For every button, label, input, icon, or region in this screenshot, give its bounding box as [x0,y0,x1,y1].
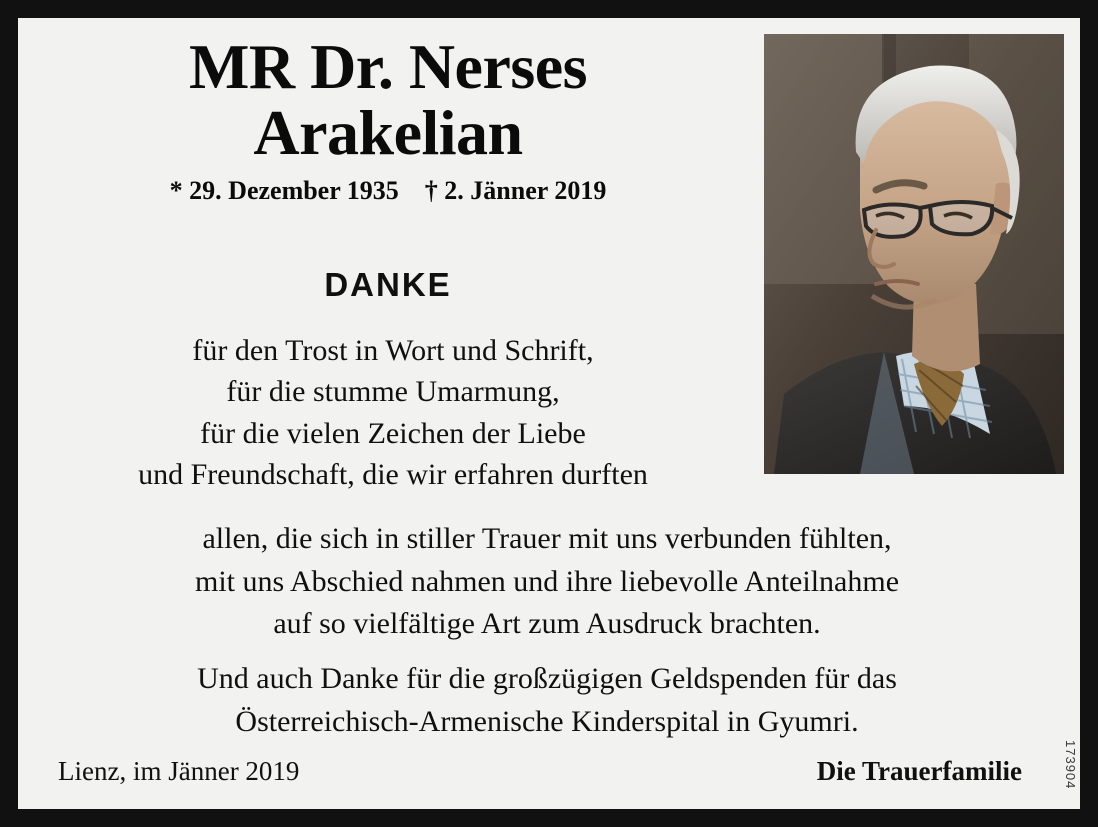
donations-paragraph [42,658,1052,743]
verse-line: für den Trost in Wort und Schrift, [192,334,594,367]
paragraph-line: allen, die sich in stiller Trauer mit uns verbunden fühlten, [202,522,892,555]
portrait-photo [764,34,1064,474]
place-and-date: Lienz, im Jänner 2019 [58,756,300,786]
signature: Die Trauerfamilie [816,756,1022,786]
reference-code: 173904 [1063,739,1078,789]
portrait-image [764,34,1064,474]
deceased-name-line2: Arakelian [253,96,523,168]
paragraph-line: Und auch Danke für die großzügigen Geldspenden für das [197,662,897,695]
headline-block [38,31,738,206]
footer [58,756,1040,787]
deceased-name-line1: MR Dr. Nerses [188,31,588,102]
notice-inner [18,18,1080,809]
paragraph-line: auf so vielfältige Art zum Ausdruck brachten. [273,607,821,641]
birth-date: * 29. Dezember 1935 [169,175,399,205]
verse-line: und Freundschaft, die wir erfahren durften [138,458,648,492]
thanks-heading: DANKE [324,266,452,303]
verse-line: für die stumme Umarmung, [226,375,560,409]
life-dates [38,176,738,206]
gratitude-paragraph [42,518,1052,646]
paragraph-line: mit uns Abschied nahmen und ihre liebevolle Anteilnahme [194,564,900,598]
paragraph-line: Österreichisch-Armenische Kinderspital in Gyumri. [235,704,859,738]
verse-block [28,330,758,496]
verse-line: für die vielen Zeichen der Liebe [200,416,586,450]
death-date: † 2. Jänner 2019 [424,175,607,205]
